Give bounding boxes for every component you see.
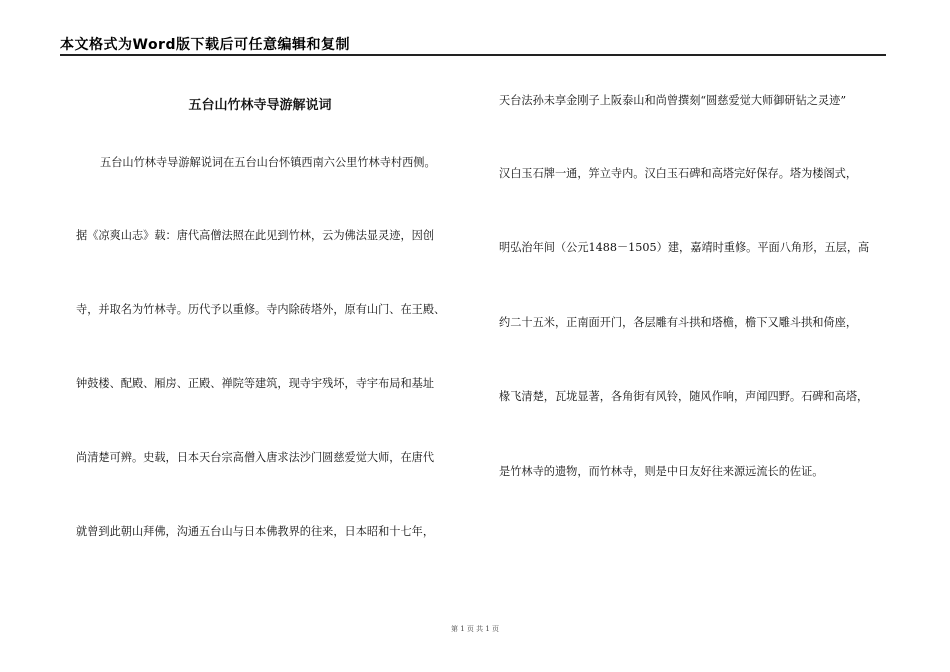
paragraph-line: 钟鼓楼、配殿、厢房、正殿、禅院等建筑，现寺宇残坏，寺宇布局和基址 <box>76 377 435 390</box>
paragraph-line: 据《凉爽山志》载：唐代高僧法照在此见到竹林，云为佛法显灵迹，因创 <box>76 229 435 242</box>
paragraph-line: 约二十五米，正南面开门，各层雕有斗拱和塔檐，檐下又雕斗拱和倚座， <box>499 316 858 329</box>
paragraph-line: 明弘治年间（公元1488－1505）建，嘉靖时重修。平面八角形，五层，高 <box>499 241 870 254</box>
header-title: 本文格式为Word版下载后可任意编辑和复制 <box>60 37 350 53</box>
paragraph-line: 椽飞清楚，瓦垅显著，各角街有风铃，随风作响，声闻四野。石碑和高塔， <box>499 390 869 403</box>
paragraph-line: 就曾到此朝山拜佛，沟通五台山与日本佛教界的往来，日本昭和十七年， <box>76 525 435 538</box>
paragraph-line: 尚清楚可辨。史载，日本天台宗高僧入唐求法沙门圆慈爱觉大师，在唐代 <box>76 451 435 464</box>
paragraph-line: 是竹林寺的遗物，而竹林寺，则是中日友好往来源远流长的佐证。 <box>499 465 824 478</box>
document-title: 五台山竹林寺导游解说词 <box>188 98 332 113</box>
paragraph-line: 寺，并取名为竹林寺。历代予以重修。寺内除砖塔外，原有山门、在王殿、 <box>76 303 446 316</box>
paragraph-line: 五台山竹林寺导游解说词在五台山台怀镇西南六公里竹林寺村西侧。 <box>100 156 436 169</box>
paragraph-line: 汉白玉石牌一通，笄立寺内。汉白玉石碑和高塔完好保存。塔为楼阁式， <box>499 167 858 180</box>
paragraph-line: 天台法孙未享金刚子上阪泰山和尚曾撰刻“圆慈爱觉大师御研钻之灵迹” <box>499 94 847 107</box>
header-divider <box>60 54 886 56</box>
page-footer: 第 1 页 共 1 页 <box>450 625 500 633</box>
